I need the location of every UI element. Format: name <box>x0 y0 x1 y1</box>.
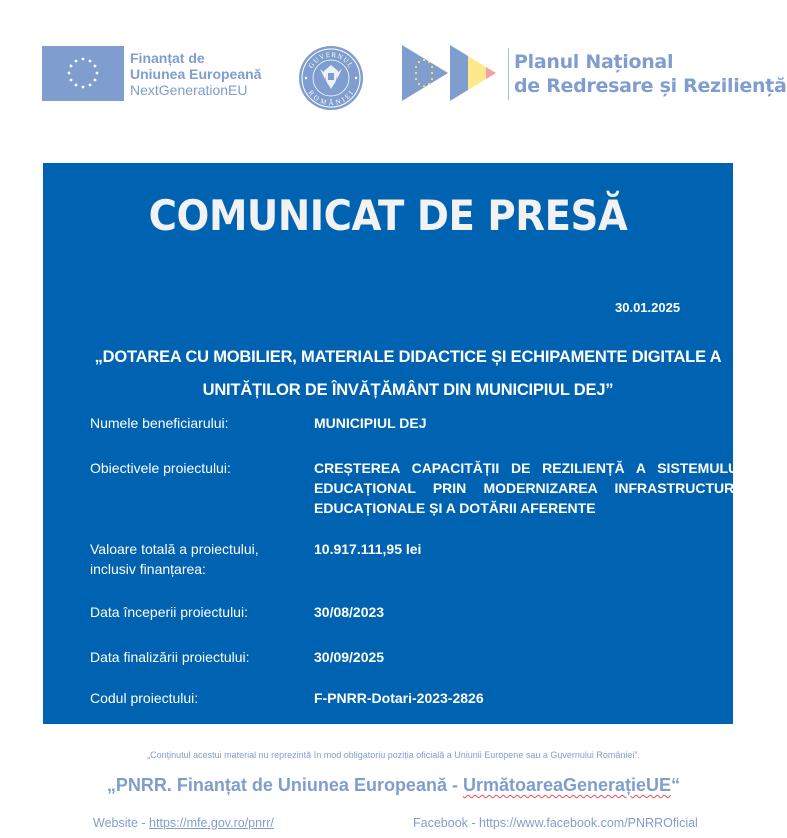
slogan-part3: “ <box>671 775 681 795</box>
field-label: Data finalizării proiectului: <box>90 649 250 665</box>
website-label: Website - <box>93 816 150 830</box>
eu-flag-icon <box>42 46 124 101</box>
pnrr-line2: de Redresare și Reziliență <box>514 75 787 97</box>
website-line <box>93 816 274 830</box>
field-value: 30/08/2023 <box>314 604 385 620</box>
field-label: Codul proiectului: <box>90 690 199 706</box>
pnrr-logo-text <box>514 50 787 98</box>
eu-funding-line3: NextGenerationEU <box>130 82 248 98</box>
field-label: Numele beneficiarului: <box>90 415 229 431</box>
project-title-line2: UNITĂȚILOR DE ÎNVĂȚĂMÂNT DIN MUNICIPIUL DEJ” <box>202 381 614 399</box>
field-label: Obiectivele proiectului: <box>90 460 231 476</box>
field-value: MUNICIPIUL DEJ <box>314 415 427 431</box>
field-label: Valoare totală a proiectului, inclusiv finanțarea: <box>90 541 259 577</box>
seal-bottom-text: ROMÂNIEI <box>306 88 356 108</box>
facebook-line: Facebook - https://www.facebook.com/PNRROficial <box>413 816 698 830</box>
pnrr-line1: Planul Național <box>514 51 674 73</box>
project-title-line1: „DOTAREA CU MOBILIER, MATERIALE DIDACTICE ȘI ECHIPAMENTE DIGITALE A <box>94 348 722 366</box>
press-release-box <box>43 163 742 724</box>
slogan <box>0 775 787 796</box>
pnrr-divider <box>508 48 509 100</box>
romania-government-seal-icon <box>298 45 364 111</box>
field-value: F-PNRR-Dotari-2023-2826 <box>314 690 484 706</box>
field-label: Data începerii proiectului: <box>90 604 248 620</box>
project-title <box>83 341 733 407</box>
pnrr-arrows-icon <box>402 45 512 101</box>
field-value: CREȘTEREA CAPACITĂȚII DE REZILIENȚĂ A SISTEMULUI EDUCAȚIONAL PRIN MODERNIZAREA INFRASTRUCTURII EDUCAȚIONALE ȘI A DOTĂRII AFERENTE <box>314 460 742 516</box>
eu-funding-line1: Finanțat de <box>130 50 205 66</box>
slogan-part1: „PNRR. Finanțat de Uniunea Europeană - <box>106 775 463 795</box>
disclaimer: „Conținutul acestui material nu reprezintă în mod obligatoriu poziția oficială a Uniunii Europene sau a Guvernului României”. <box>147 750 640 760</box>
seal-top-text: GUVERNUL <box>306 50 356 70</box>
website-link[interactable]: https://mfe.gov.ro/pnrr/ <box>149 816 274 830</box>
slogan-part2: UrmătoareaGenerațieUE <box>462 775 672 795</box>
eu-funding-line2: Uniunea Europeană <box>130 66 262 82</box>
field-value: 10.917.111,95 lei <box>314 541 422 557</box>
page-title: COMUNICAT DE PRESĂ <box>148 191 628 240</box>
release-date: 30.01.2025 <box>615 300 681 315</box>
field-value: 30/09/2025 <box>314 649 385 665</box>
eu-funding-label <box>130 50 261 98</box>
